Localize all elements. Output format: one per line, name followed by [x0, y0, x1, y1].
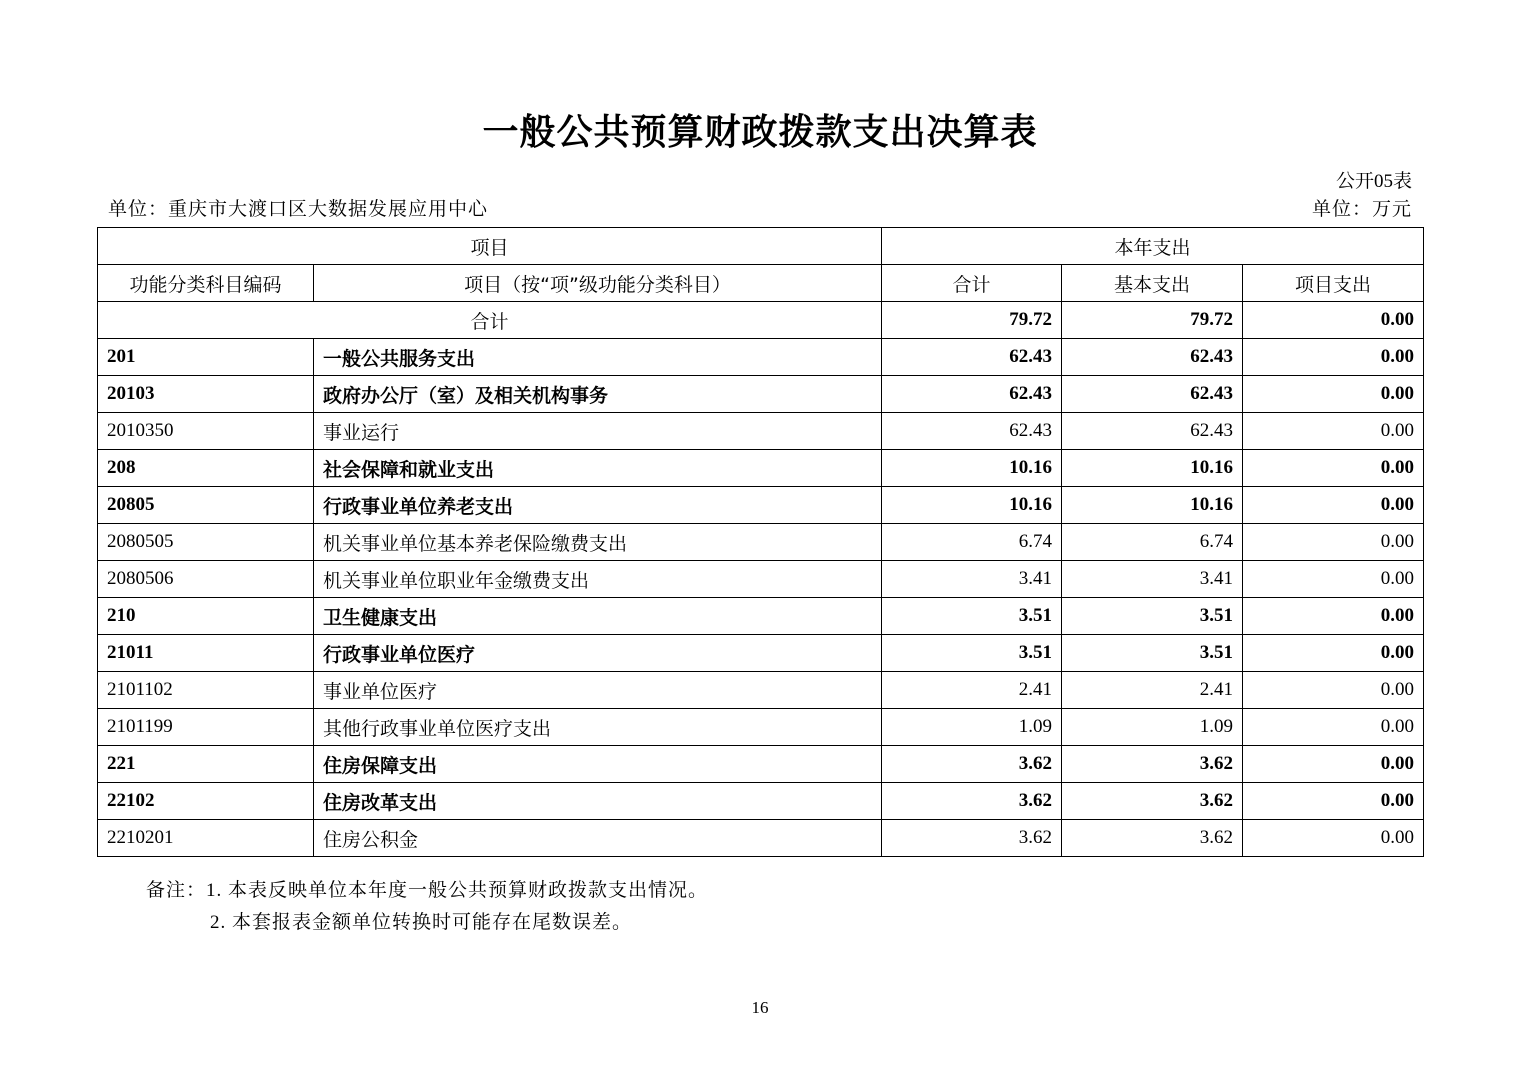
row-basic: 62.43: [1062, 376, 1243, 413]
row-total: 1.09: [882, 709, 1062, 746]
form-code: 公开05表: [1335, 171, 1412, 192]
row-project: 0.00: [1243, 783, 1424, 820]
row-basic: 10.16: [1062, 487, 1243, 524]
header-current-year-expense: 本年支出: [882, 228, 1424, 265]
row-code: 201: [98, 339, 314, 376]
row-name: 其他行政事业单位医疗支出: [314, 709, 882, 746]
row-total: 62.43: [882, 413, 1062, 450]
row-basic: 3.41: [1062, 561, 1243, 598]
row-project: 0.00: [1243, 487, 1424, 524]
row-basic: 2.41: [1062, 672, 1243, 709]
row-project: 0.00: [1243, 746, 1424, 783]
table-row: [98, 783, 1424, 820]
row-code: 208: [98, 450, 314, 487]
table-row: [98, 820, 1424, 857]
row-name: 住房保障支出: [314, 746, 882, 783]
row-total: 10.16: [882, 487, 1062, 524]
row-total: 62.43: [882, 376, 1062, 413]
row-name: 行政事业单位医疗: [314, 635, 882, 672]
row-basic: 6.74: [1062, 524, 1243, 561]
row-project: 0.00: [1243, 413, 1424, 450]
header-project-expense: 项目支出: [1243, 265, 1424, 302]
total-label: 合计: [98, 302, 882, 339]
expense-table: [97, 227, 1424, 857]
table-row: [98, 746, 1424, 783]
row-total: 6.74: [882, 524, 1062, 561]
row-project: 0.00: [1243, 339, 1424, 376]
row-total: 3.51: [882, 635, 1062, 672]
row-code: 20805: [98, 487, 314, 524]
row-project: 0.00: [1243, 709, 1424, 746]
row-basic: 3.62: [1062, 783, 1243, 820]
row-code: 221: [98, 746, 314, 783]
row-code: 2080505: [98, 524, 314, 561]
row-total: 62.43: [882, 339, 1062, 376]
row-code: 2101199: [98, 709, 314, 746]
row-total: 2.41: [882, 672, 1062, 709]
row-basic: 1.09: [1062, 709, 1243, 746]
row-total: 3.41: [882, 561, 1062, 598]
row-name: 事业单位医疗: [314, 672, 882, 709]
row-project: 0.00: [1243, 635, 1424, 672]
table-row: [98, 524, 1424, 561]
row-basic: 62.43: [1062, 413, 1243, 450]
notes: [146, 878, 708, 942]
header-row-2: [98, 265, 1424, 302]
row-project: 0.00: [1243, 598, 1424, 635]
page-title: 一般公共预算财政拨款支出决算表: [482, 112, 1038, 153]
row-name: 机关事业单位职业年金缴费支出: [314, 561, 882, 598]
unit-currency: 单位：万元: [1311, 199, 1412, 220]
total-project: 0.00: [1243, 302, 1424, 339]
row-basic: 3.62: [1062, 746, 1243, 783]
row-project: 0.00: [1243, 820, 1424, 857]
header-basic: 基本支出: [1062, 265, 1243, 302]
row-project: 0.00: [1243, 524, 1424, 561]
total-row: [98, 302, 1424, 339]
table-row: [98, 450, 1424, 487]
row-name: 机关事业单位基本养老保险缴费支出: [314, 524, 882, 561]
table-row: [98, 561, 1424, 598]
note-line-2: 2. 本套报表金额单位转换时可能存在尾数误差。: [210, 912, 633, 933]
row-project: 0.00: [1243, 376, 1424, 413]
row-code: 210: [98, 598, 314, 635]
row-code: 2080506: [98, 561, 314, 598]
header-project: 项目: [98, 228, 882, 265]
total-basic: 79.72: [1062, 302, 1243, 339]
row-name: 行政事业单位养老支出: [314, 487, 882, 524]
row-name: 事业运行: [314, 413, 882, 450]
row-name: 社会保障和就业支出: [314, 450, 882, 487]
row-name: 卫生健康支出: [314, 598, 882, 635]
table-row: [98, 376, 1424, 413]
unit-organization: 单位：重庆市大渡口区大数据发展应用中心: [108, 199, 489, 220]
table-row: [98, 413, 1424, 450]
table-row: [98, 339, 1424, 376]
header-row-1: [98, 228, 1424, 265]
row-name: 住房公积金: [314, 820, 882, 857]
row-code: 21011: [98, 635, 314, 672]
row-total: 3.51: [882, 598, 1062, 635]
page-number: 16: [751, 998, 769, 1017]
row-total: 3.62: [882, 746, 1062, 783]
row-total: 10.16: [882, 450, 1062, 487]
row-project: 0.00: [1243, 672, 1424, 709]
row-basic: 3.51: [1062, 635, 1243, 672]
note-line-1: 备注：1. 本表反映单位本年度一般公共预算财政拨款支出情况。: [146, 880, 709, 901]
table-row: [98, 709, 1424, 746]
row-name: 政府办公厅（室）及相关机构事务: [314, 376, 882, 413]
row-basic: 62.43: [1062, 339, 1243, 376]
row-code: 2210201: [98, 820, 314, 857]
header-total: 合计: [882, 265, 1062, 302]
row-project: 0.00: [1243, 450, 1424, 487]
row-basic: 3.51: [1062, 598, 1243, 635]
header-name: 项目（按“项”级功能分类科目）: [314, 265, 882, 302]
row-total: 3.62: [882, 820, 1062, 857]
row-basic: 10.16: [1062, 450, 1243, 487]
row-name: 一般公共服务支出: [314, 339, 882, 376]
row-code: 2010350: [98, 413, 314, 450]
row-code: 2101102: [98, 672, 314, 709]
table-row: [98, 635, 1424, 672]
row-total: 3.62: [882, 783, 1062, 820]
row-basic: 3.62: [1062, 820, 1243, 857]
row-code: 22102: [98, 783, 314, 820]
row-project: 0.00: [1243, 561, 1424, 598]
row-code: 20103: [98, 376, 314, 413]
total-total: 79.72: [882, 302, 1062, 339]
header-code: 功能分类科目编码: [98, 265, 314, 302]
table-row: [98, 487, 1424, 524]
table-row: [98, 598, 1424, 635]
row-name: 住房改革支出: [314, 783, 882, 820]
table-row: [98, 672, 1424, 709]
